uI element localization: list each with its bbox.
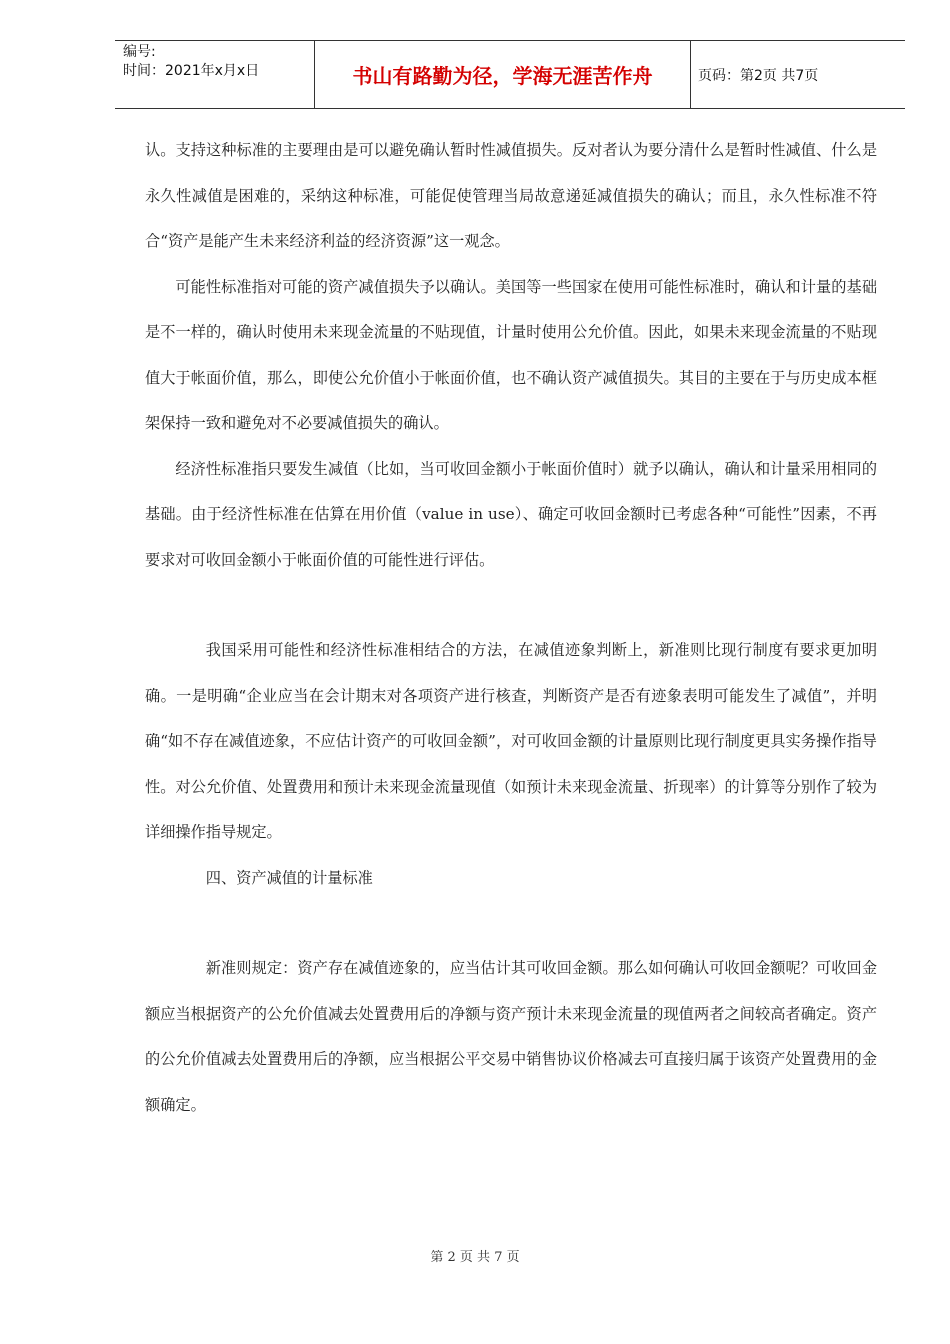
time-label: 时间：2021年x月x日 (123, 63, 260, 79)
paragraph-continuation: 认。支持这种标准的主要理由是可以避免确认暂时性减值损失。反对者认为要分清什么是暂时性减值、什么是永久性减值是困难的，采纳这种标准，可能促使管理当局故意递延减值损失的确认；而且，永久性标准不符合“资产是能产生未来经济利益的经济资源”这一观念。 (145, 141, 877, 250)
header-page-label: 页码：第2页 共7页 (698, 67, 819, 84)
spacer (145, 901, 877, 946)
page-footer: 第 2 页 共 7 页 (430, 1250, 520, 1265)
paragraph-economic-standard: 经济性标准指只要发生减值（比如，当可收回金额小于帐面价值时）就予以确认，确认和计量采用相同的基础。由于经济性标准在估算在用价值（value in use）、确定可收回金额时已考虑各种“可能性”因素，不再要求对可收回金额小于帐面价值的可能性进行评估。 (145, 459, 877, 569)
header-meta (115, 41, 315, 108)
paragraph-new-standard: 新准则规定：资产存在减值迹象的，应当估计其可收回金额。那么如何确认可收回金额呢？可收回金额应当根据资产的公允价值减去处置费用后的净额与资产预计未来现金流量的现值两者之间较高者确定。资产的公允价值减去处置费用后的净额，应当根据公平交易中销售协议价格减去可直接归属于该资产处置费用的金额确定。 (145, 959, 877, 1114)
document-header (115, 40, 905, 109)
section-heading: 四、资产减值的计量标准 (205, 868, 373, 887)
spacer (145, 583, 877, 628)
document-body (145, 128, 877, 1128)
number-label: 编号: (123, 44, 156, 60)
paragraph-china-method: 我国采用可能性和经济性标准相结合的方法，在减值迹象判断上，新准则比现行制度有要求更加明确。一是明确“企业应当在会计期末对各项资产进行核查，判断资产是否有迹象表明可能发生了减值”，并明确“如不存在减值迹象，不应估计资产的可收回金额”，对可收回金额的计量原则比现行制度更具实务操作指导性。对公允价值、处置费用和预计未来现金流量现值（如预计未来现金流量、折现率）的计算等分别作了较为详细操作指导规定。 (145, 641, 877, 841)
header-motto: 书山有路勤为径，学海无涯苦作舟 (315, 41, 691, 108)
paragraph-possibility-standard: 可能性标准指对可能的资产减值损失予以确认。美国等一些国家在使用可能性标准时，确认和计量的基础是不一样的，确认时使用未来现金流量的不贴现值，计量时使用公允价值。因此，如果未来现金流量的不贴现值大于帐面价值，那么，即使公允价值小于帐面价值，也不确认资产减值损失。其目的主要在于与历史成本框架保持一致和避免对不必要减值损失的确认。 (145, 277, 877, 432)
